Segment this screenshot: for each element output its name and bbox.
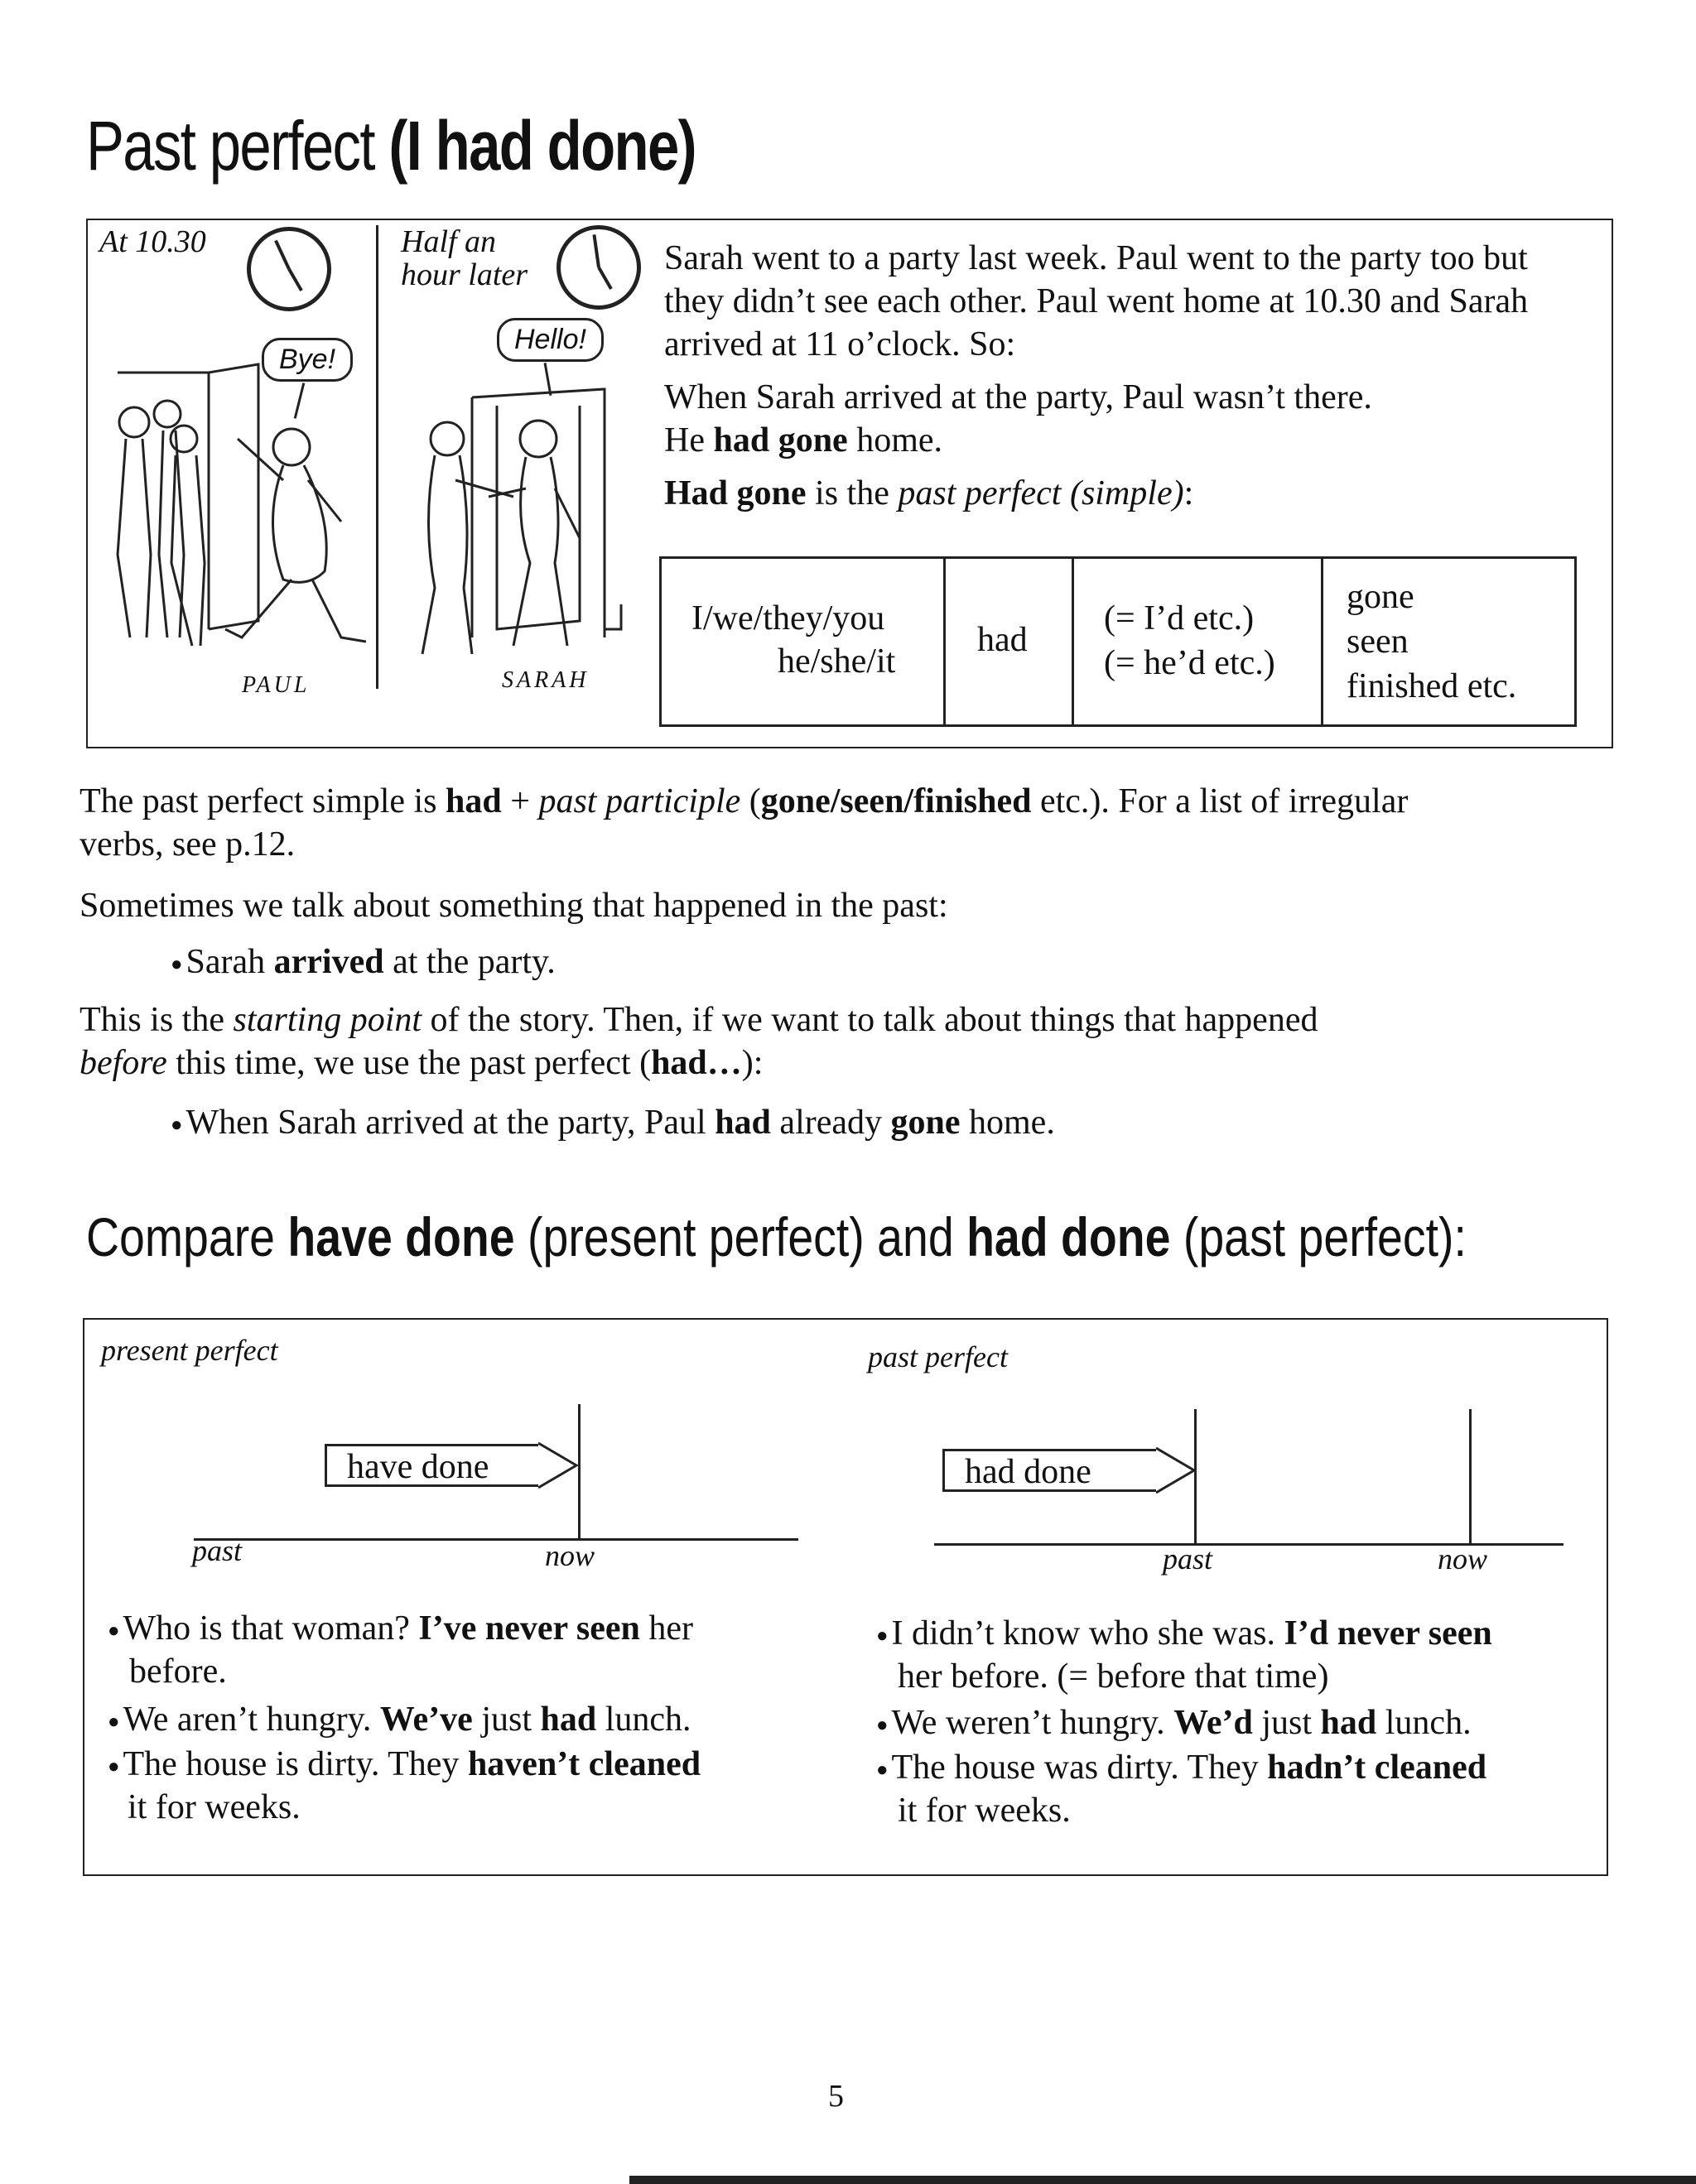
past-perfect-title: past perfect [868,1340,1008,1373]
caption-paul: PAUL [242,672,311,698]
right-example-1: ●I didn’t know who she was. I’d never seen [876,1614,1492,1652]
right-example-3-cont: it for weeks. [898,1792,1071,1830]
left-example-2: ●We aren’t hungry. We’ve just had lunch. [108,1701,691,1739]
left-example-1: ●Who is that woman? I’ve never seen her [108,1609,694,1648]
present-perfect-title: present perfect [101,1334,278,1367]
left-timeline [194,1538,798,1541]
explanation-line-4: This is the starting point of the story. Then, if we want to talk about things that happened [80,1001,1318,1039]
explanation-line-1: The past perfect simple is had + past participle (gone/seen/finished etc.). For a list of irregular [80,782,1409,820]
had-done-label: had done [942,1449,1158,1492]
caption-sarah: SARAH [502,667,590,693]
explanation-line-2: verbs, see p.12. [80,825,296,863]
intro-text [664,237,1592,525]
example-1: ●Sarah arrived at the party. [171,943,556,981]
left-example-3-cont: it for weeks. [128,1788,301,1826]
short-form-cell: (= I’d etc.) (= he’d etc.) [1074,559,1323,724]
have-done-label: have done [325,1444,540,1487]
time-label-right-2: hour later [401,257,528,292]
page-title [86,106,696,186]
compare-heading: Compare have done (present perfect) and had done (past perfect): [86,1206,1467,1268]
right-now-label: now [1438,1542,1488,1575]
conjugation-table [659,556,1577,727]
right-example-3: ●The house was dirty. They hadn’t cleaned [876,1749,1487,1787]
clock-icon [556,225,641,310]
subjects-cell: I/we/they/you he/she/it [662,559,946,724]
left-past-label: past [192,1534,243,1567]
intro-paragraph-1: Sarah went to a party last week. Paul went to the party too but they didn’t see each other. Paul went home at 10.30 and Sarah arrived at 11 o’clock. So: [664,239,1529,363]
time-label-right-1: Half an [401,224,497,259]
arrow-icon [1156,1446,1197,1494]
party-arriving-illustration [389,373,654,671]
speech-bubble-bye: Bye! [262,338,353,382]
speech-bubble-hello: Hello! [497,318,604,362]
scan-edge [629,2176,1696,2184]
party-leaving-illustration [93,356,366,671]
time-label-left: At 10.30 [99,224,206,259]
intro-paragraph-3: Had gone is the past perfect (simple): [664,474,1194,512]
right-example-2: ●We weren’t hungry. We’d just had lunch. [876,1704,1472,1742]
panel-divider [376,225,378,689]
left-example-3: ●The house is dirty. They haven’t cleaned [108,1745,701,1783]
right-example-1-cont: her before. (= before that time) [898,1657,1329,1696]
clock-icon [247,227,331,311]
arrow-icon [538,1441,580,1489]
left-now-label: now [545,1539,595,1572]
participle-cell: gone seen finished etc. [1347,578,1517,705]
aux-cell: had [946,559,1074,724]
explanation-line-5: before this time, we use the past perfect (had…): [80,1044,764,1082]
right-now-marker [1469,1409,1472,1543]
title-strong: (I had done) [388,107,696,185]
right-past-label: past [1163,1542,1213,1575]
left-example-1-cont: before. [129,1652,227,1691]
intro-paragraph-2: When Sarah arrived at the party, Paul wasn’t there. He had gone home. [664,378,1372,459]
page-number: 5 [828,2079,844,2114]
explanation-line-3: Sometimes we talk about something that happened in the past: [80,887,948,925]
title-normal: Past perfect [86,107,389,185]
example-2: ●When Sarah arrived at the party, Paul had already gone home. [171,1104,1055,1142]
